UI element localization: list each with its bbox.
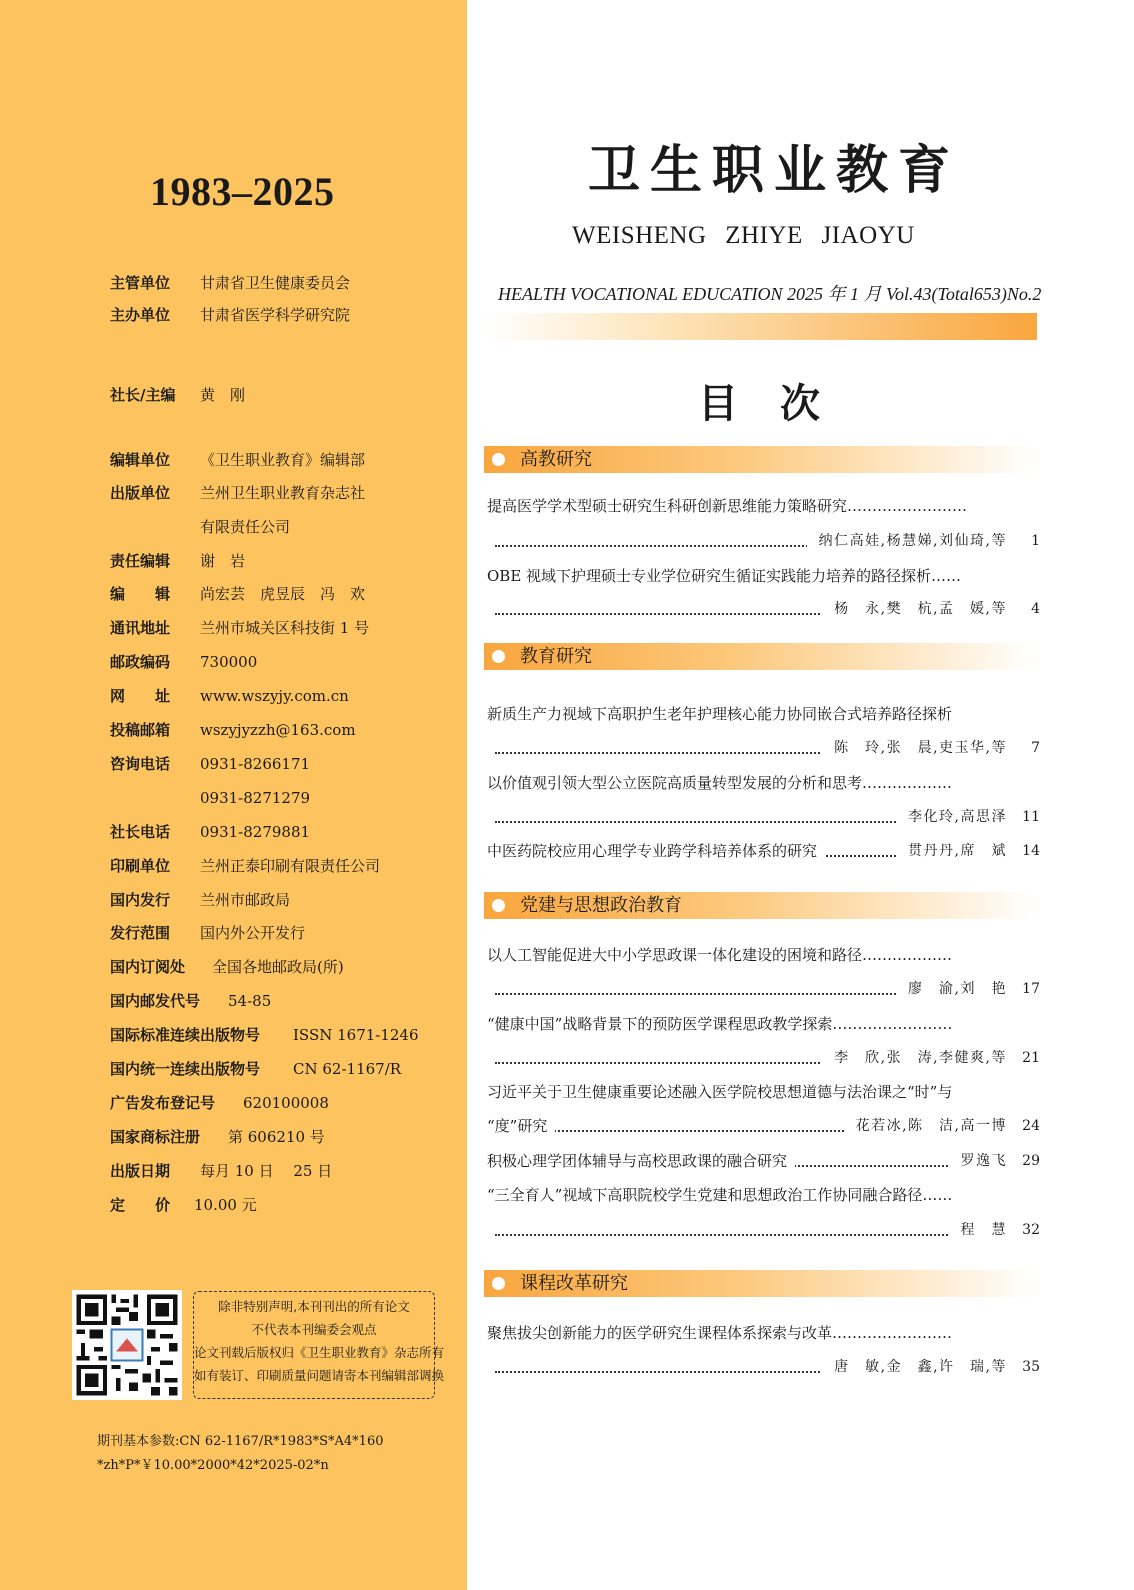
section-header [484,892,1037,919]
info-value: 谢 岩 [200,552,246,570]
left-info-panel [0,0,467,1590]
info-label: 出版日期 [110,1162,171,1180]
dotted-leader [495,1234,1007,1236]
article-authors: 罗逸飞 [949,1150,1008,1172]
info-value: 0931-8266171 [200,755,311,773]
info-label: 责任编辑 [110,552,171,570]
leader-line [487,1115,1007,1137]
section-header [484,1270,1037,1297]
article-authors: 花若冰,陈 洁,高一博 [844,1115,1007,1137]
article-title: 以人工智能促进大中小学思政课一体化建设的困境和路径……………… [487,946,953,964]
info-label: 广告发布登记号 [110,1094,216,1112]
notice-line: 不代表本刊编委会观点 [251,1322,377,1337]
info-label: 网 址 [110,687,171,705]
info-label: 编辑单位 [110,451,171,469]
bullet-icon [492,650,505,663]
toc-heading: 目次 [698,380,862,427]
leader-line [487,840,1007,862]
leader-line [495,1047,1007,1069]
leader-line [495,598,1007,620]
info-label: 国内统一连续出版物号 [110,1060,261,1078]
info-value: 每月 10 日 25 日 [200,1162,333,1180]
info-label: 国内邮发代号 [110,992,201,1010]
copyright-notice [193,1291,445,1399]
notice-line: 论文刊载后版权归《卫生职业教育》杂志所有 [194,1345,445,1360]
bullet-icon [492,1277,505,1290]
page-number: 32 [1022,1222,1040,1238]
bullet-icon [492,453,505,466]
info-label: 发行范围 [110,924,171,942]
info-value: CN 62-1167/R [293,1060,402,1078]
journal-title-pinyin: WEISHENG ZHIYE JIAOYU [572,222,915,249]
info-value: 兰州卫生职业教育杂志社 [200,484,366,502]
info-label: 主管单位 [110,274,171,292]
info-value: ISSN 1671-1246 [293,1026,419,1044]
article-title: 提高医学学术型硕士研究生科研创新思维能力策略研究…………………… [487,497,968,515]
info-value: 有限责任公司 [200,518,291,536]
article-title-cont: “度”研究 [487,1115,555,1137]
params-line: 期刊基本参数:CN 62-1167/R*1983*S*A4*160 [97,1434,384,1449]
article-authors: 贯丹丹,席 斌 [896,840,1007,862]
info-value: 《卫生职业教育》编辑部 [200,451,366,469]
info-value: 620100008 [243,1094,329,1112]
section-header [484,446,1037,473]
qr-code-icon [72,1290,182,1400]
page-number: 29 [1022,1153,1040,1169]
leader-line [495,978,1007,1000]
section-header [484,643,1037,670]
leader-line [487,1150,1007,1172]
notice-line: 除非特别声明,本刊刊出的所有论文 [218,1299,410,1314]
page-number: 24 [1022,1118,1040,1134]
article-authors: 杨 永,樊 杭,孟 媛,等 [822,598,1007,620]
info-label: 国家商标注册 [110,1128,201,1146]
info-value: 0931-8279881 [200,823,311,841]
section-name: 教育研究 [520,646,592,667]
info-value: 国内外公开发行 [200,924,306,942]
params-line: *zh*P*￥10.00*2000*42*2025-02*n [97,1458,329,1473]
article-authors: 程 慧 [949,1219,1008,1241]
info-value: 兰州市城关区科技街 1 号 [200,619,370,637]
info-value: 尚宏芸 虎昱辰 冯 欢 [200,585,366,603]
page-number: 21 [1022,1050,1040,1066]
article-title: 新质生产力视域下高职护生老年护理核心能力协同嵌合式培养路径探析 [487,705,953,723]
info-label: 出版单位 [110,484,171,502]
notice-line: 如有装订、印刷质量问题请寄本刊编辑部调换 [194,1368,445,1383]
article-title: “健康中国”战略背景下的预防医学课程思政教学探索…………………… [487,1015,953,1033]
article-authors: 唐 敏,金 鑫,许 瑞,等 [822,1356,1007,1378]
leader-line [495,1219,1007,1241]
info-value: 全国各地邮政局(所) [212,958,344,976]
info-value: 兰州正泰印刷有限责任公司 [200,857,381,875]
leader-line [495,737,1007,759]
page-number: 11 [1022,809,1040,825]
info-label: 编 辑 [110,585,171,603]
article-title: 以价值观引领大型公立医院高质量转型发展的分析和思考……………… [487,774,953,792]
article-title: “三全育人”视域下高职院校学生党建和思想政治工作协同融合路径…… [487,1186,953,1204]
bullet-icon [492,899,505,912]
article-title: 积极心理学团体辅导与高校思政课的融合研究 [487,1150,795,1172]
info-label: 通讯地址 [110,619,171,637]
info-label: 邮政编码 [110,653,171,671]
article-authors: 陈 玲,张 晨,吏玉华,等 [822,737,1007,759]
info-label: 国内订阅处 [110,958,186,976]
page-number: 17 [1022,981,1040,997]
article-authors: 廖 渝,刘 艳 [896,978,1007,1000]
page-number: 4 [1031,601,1040,617]
journal-title: 卫生职业教育 [588,140,961,201]
article-title: 聚焦拔尖创新能力的医学研究生课程体系探索与改革…………………… [487,1324,953,1342]
issue-info: HEALTH VOCATIONAL EDUCATION 2025 年 1 月 Vol.43(Total653)No.2 [498,284,1042,304]
article-title: 习近平关于卫生健康重要论述融入医学院校思想道德与法治课之“时”与 [487,1083,953,1101]
info-label: 投稿邮箱 [110,721,171,739]
info-value: 甘肃省医学科学研究院 [200,306,351,324]
info-label: 印刷单位 [110,857,171,875]
info-label: 主办单位 [110,306,171,324]
info-label: 社长电话 [110,823,171,841]
publication-years: 1983–2025 [150,169,335,214]
journal-parameters [97,1430,383,1478]
info-value: 730000 [200,653,258,671]
page-number: 14 [1022,843,1040,859]
info-value: www.wszyjy.com.cn [200,687,349,705]
article-title: 中医药院校应用心理学专业跨学科培养体系的研究 [487,840,825,862]
article-title: OBE 视域下护理硕士专业学位研究生循证实践能力培养的路径探析…… [487,567,962,585]
info-value: 10.00 元 [194,1196,257,1214]
info-label: 定 价 [110,1196,171,1214]
info-value: 兰州市邮政局 [200,891,291,909]
page-number: 7 [1031,740,1040,756]
article-authors: 李化玲,高思泽 [896,806,1007,828]
info-value: 第 606210 号 [228,1128,325,1146]
info-label: 咨询电话 [110,755,171,773]
info-value: 0931-8271279 [200,789,311,807]
article-authors: 纳仁高娃,杨慧娣,刘仙琦,等 [807,530,1007,552]
decorative-bar [484,313,1037,340]
article-authors: 李 欣,张 涛,李健爽,等 [822,1047,1007,1069]
info-label: 国内发行 [110,891,171,909]
info-value: wszyjyzzh@163.com [200,721,356,739]
section-name: 高教研究 [520,449,592,470]
page-number: 1 [1031,533,1040,549]
info-label: 国际标准连续出版物号 [110,1026,261,1044]
info-value: 黄 刚 [200,386,246,404]
section-name: 课程改革研究 [520,1273,628,1294]
info-value: 54-85 [228,992,272,1010]
leader-line [495,1356,1007,1378]
section-name: 党建与思想政治教育 [520,895,682,916]
page-number: 35 [1022,1359,1040,1375]
info-value: 甘肃省卫生健康委员会 [200,274,351,292]
leader-line [495,530,1007,552]
info-label: 社长/主编 [110,386,176,404]
leader-line [495,806,1007,828]
